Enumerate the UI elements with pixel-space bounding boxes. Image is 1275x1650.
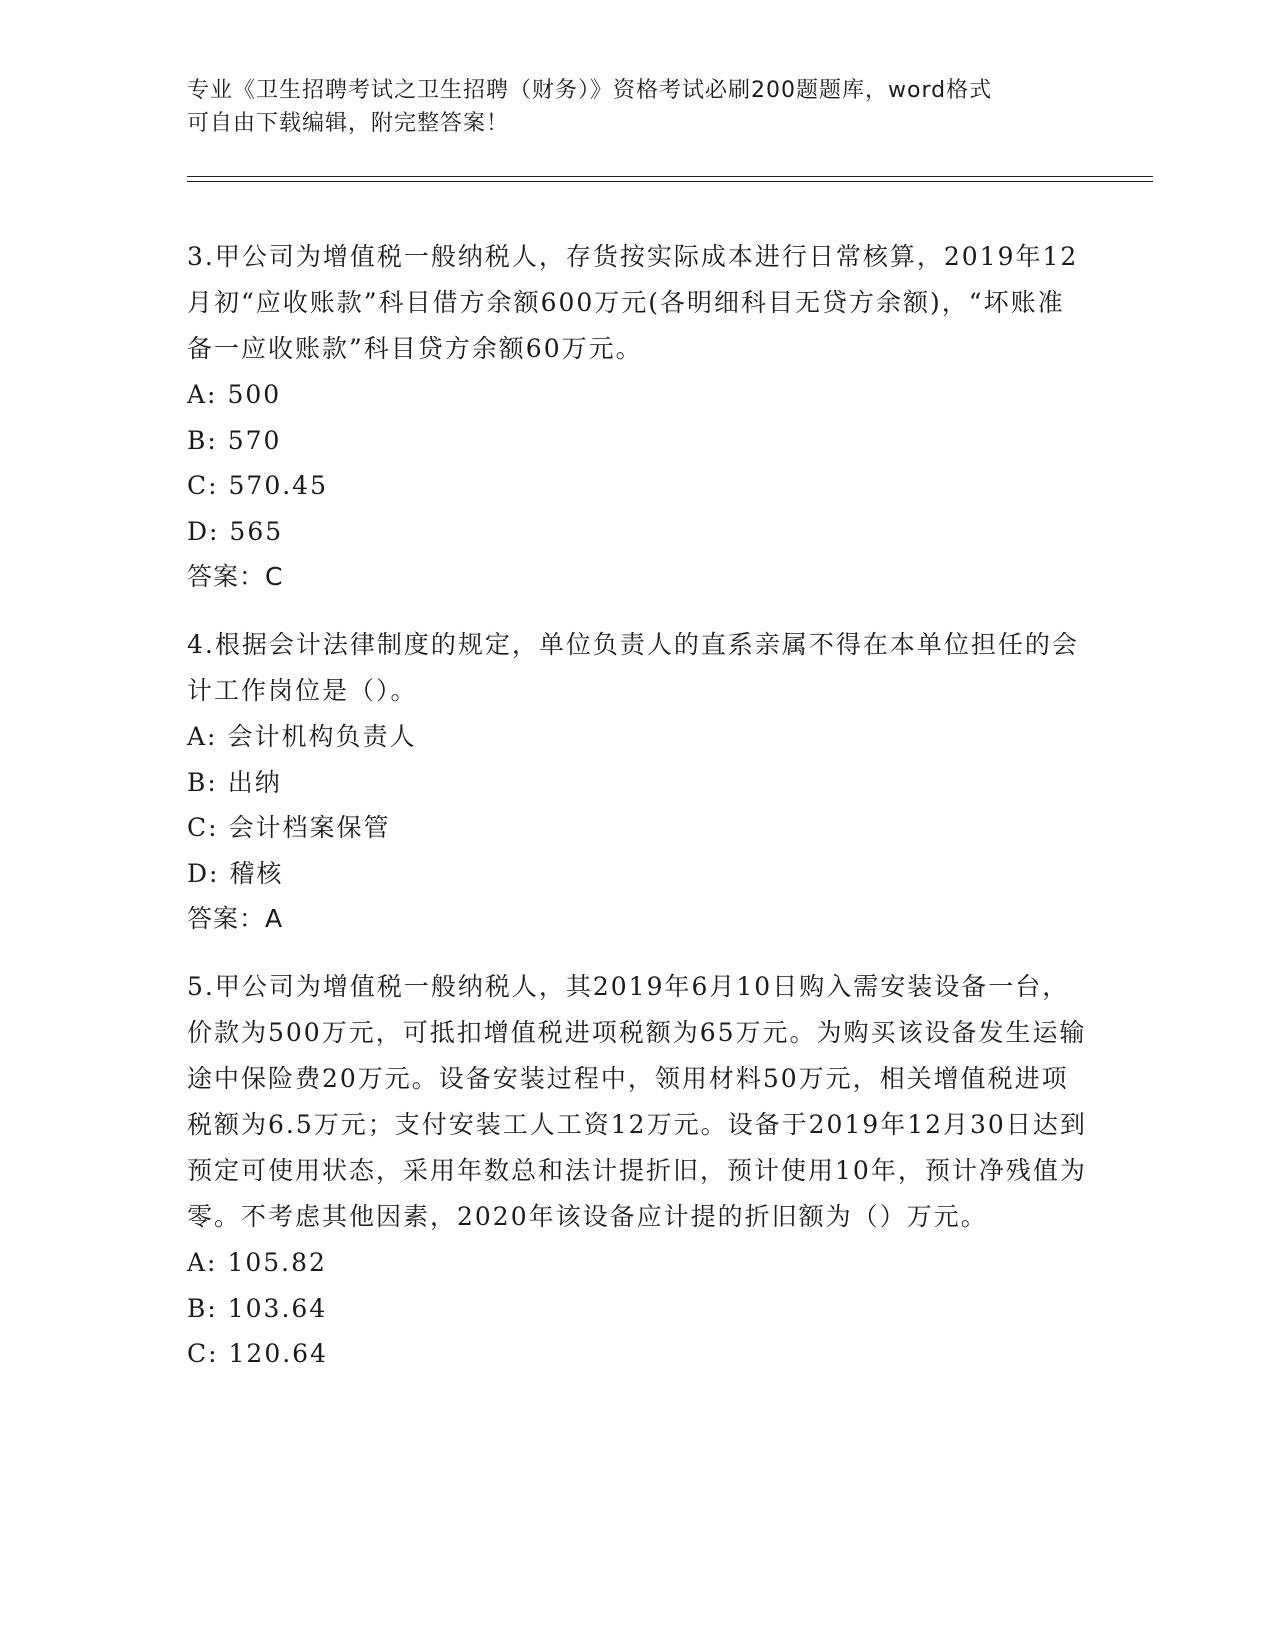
question-text: 3.甲公司为增值税一般纳税人，存货按实际成本进行日常核算，2019年12月初“应收账款”科目借方余额600万元(各明细科目无贷方余额)，“坏账准备一应收账款”科目贷方余额60万元。	[187, 242, 1079, 363]
question-list	[187, 234, 1087, 1399]
option-d	[187, 509, 1087, 555]
option-label: B:	[187, 767, 218, 797]
answer-text: 答案：A	[187, 904, 284, 933]
question-5	[187, 964, 1087, 1377]
option-a	[187, 714, 1087, 760]
option-value: 570.45	[228, 471, 328, 500]
option-label: C:	[187, 1339, 219, 1368]
option-label: C:	[187, 813, 219, 842]
option-label: B:	[187, 1293, 218, 1323]
option-d	[187, 851, 1087, 897]
option-value: 103.64	[227, 1293, 328, 1323]
option-value: 570	[227, 425, 282, 455]
option-b	[187, 760, 1087, 806]
option-value: 120.64	[228, 1339, 328, 1368]
option-value: 105.82	[227, 1248, 327, 1277]
option-label: B:	[187, 425, 218, 455]
option-c	[187, 1331, 1087, 1377]
option-a	[187, 1240, 1087, 1286]
header-line-2: 可自由下载编辑，附完整答案！	[187, 111, 510, 136]
option-c	[187, 805, 1087, 851]
question-text: 5.甲公司为增值税一般纳税人，其2019年6月10日购入需安装设备一台，价款为500万元，可抵扣增值税进项税额为65万元。为购买该设备发生运输途中保险费20万元。设备安装过程中，领用材料50万元，相关增值税进项税额为6.5万元；支付安装工人工资12万元。设备于2019年12月30日达到预定可使用状态，采用年数总和法计提折旧，预计使用10年，预计净残值为零。不考虑其他因素，2020年该设备应计提的折旧额为（）万元。	[187, 972, 1087, 1231]
header-divider-bottom	[187, 181, 1153, 182]
option-label: A:	[187, 1248, 218, 1277]
answer-text: 答案：C	[187, 562, 284, 591]
option-label: D:	[187, 858, 220, 888]
option-b	[187, 1286, 1087, 1332]
option-label: C:	[187, 471, 219, 500]
header-line-1: 专业《卫生招聘考试之卫生招聘（财务）》资格考试必刷200题题库，word格式	[187, 78, 993, 103]
question-4	[187, 622, 1087, 942]
option-label: D:	[187, 516, 220, 546]
option-b	[187, 418, 1087, 464]
header-divider-top	[187, 176, 1153, 177]
option-value: 会计档案保管	[228, 813, 391, 842]
option-value: 会计机构负责人	[227, 722, 417, 751]
question-3	[187, 234, 1087, 600]
option-value: 500	[227, 380, 282, 409]
option-c	[187, 463, 1087, 509]
option-value: 565	[229, 516, 284, 546]
option-label: A:	[187, 380, 218, 409]
option-value: 出纳	[227, 767, 282, 797]
question-text: 4.根据会计法律制度的规定，单位负责人的直系亲属不得在本单位担任的会计工作岗位是（）。	[187, 630, 1079, 705]
option-value: 稽核	[229, 858, 284, 888]
option-label: A:	[187, 722, 218, 751]
option-a	[187, 372, 1087, 418]
document-header	[187, 74, 1067, 140]
